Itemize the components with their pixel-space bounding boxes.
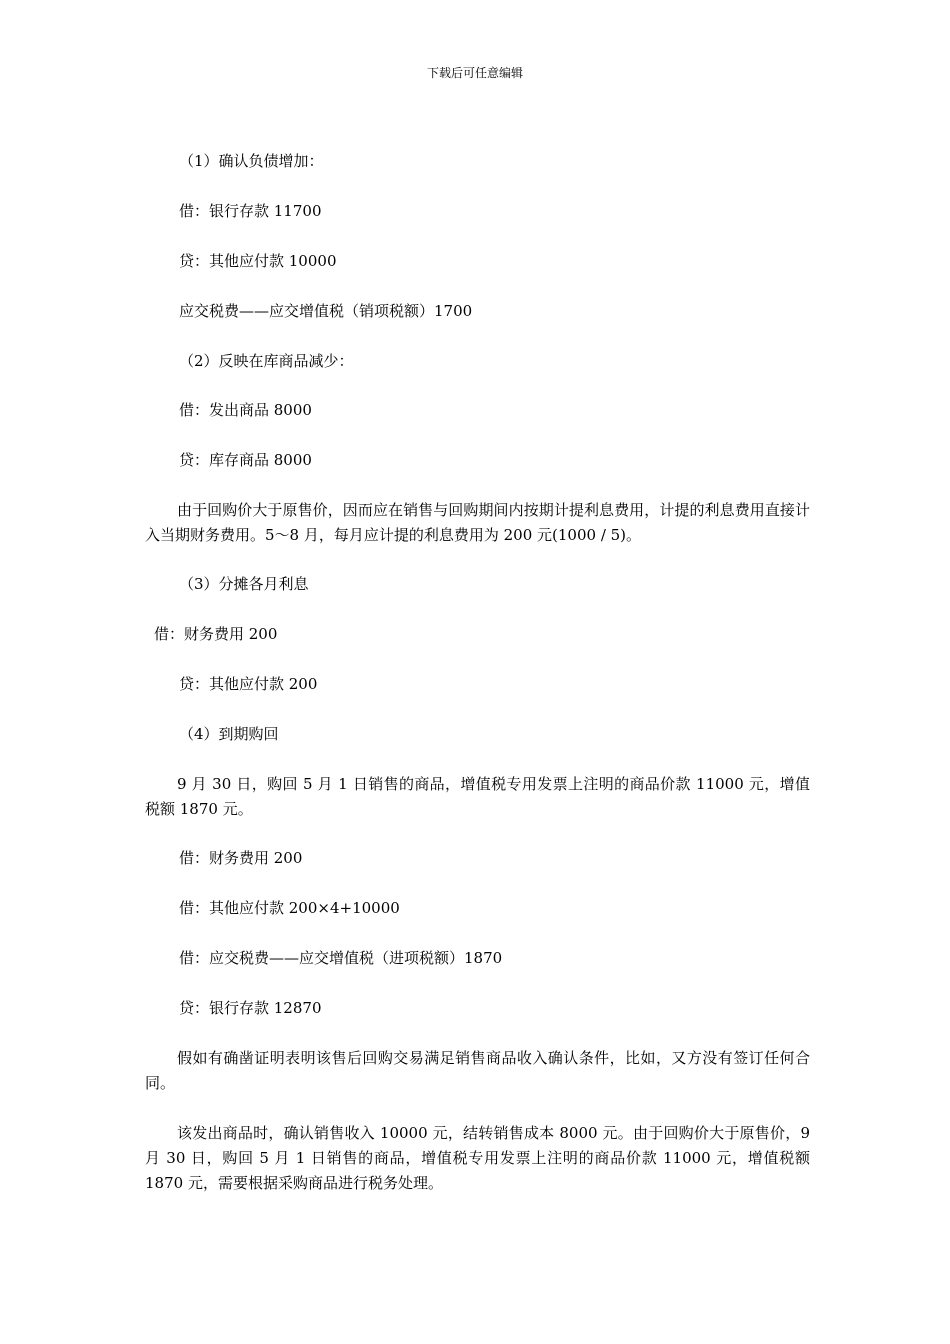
hypothesis-paragraph: 假如有确凿证明表明该售后回购交易满足销售商品收入确认条件，比如，又方没有签订任何合同。 <box>145 1049 810 1092</box>
credit-output-vat: 应交税费——应交增值税（销项税额）1700 <box>179 302 473 320</box>
interest-explanation-paragraph: 由于回购价大于原售价，因而应在销售与回购期间内按期计提利息费用，计提的利息费用直接计入当期财务费用。5～8 月，每月应计提的利息费用为 200 元(1000 / 5)。 <box>145 501 810 544</box>
debit-input-vat: 借：应交税费——应交增值税（进项税额）1870 <box>179 949 503 967</box>
step3-heading: （3）分摊各月利息 <box>179 575 309 593</box>
repurchase-paragraph: 9 月 30 日，购回 5 月 1 日销售的商品，增值税专用发票上注明的商品价款 11000 元，增值税额 1870 元。 <box>145 775 810 818</box>
step1-heading: （1）确认负债增加： <box>179 152 324 170</box>
debit-other-payables: 借：其他应付款 200×4+10000 <box>179 899 400 917</box>
credit-inventory: 贷：库存商品 8000 <box>179 451 312 469</box>
step4-heading: （4）到期购回 <box>179 725 279 743</box>
debit-bank-deposit: 借：银行存款 11700 <box>179 202 322 220</box>
credit-other-payables: 贷：其他应付款 10000 <box>179 252 337 270</box>
revenue-recognition-paragraph: 该发出商品时，确认销售收入 10000 元，结转销售成本 8000 元。由于回购价大于原售价，9 月 30 日，购回 5 月 1 日销售的商品，增值税专用发票上注明的商品价款 11000 元，增值税额 1870 元，需要根据采购商品进行税务处理。 <box>145 1124 810 1192</box>
debit-goods-shipped: 借：发出商品 8000 <box>179 401 312 419</box>
credit-bank-deposit: 贷：银行存款 12870 <box>179 999 322 1017</box>
step2-heading: （2）反映在库商品减少： <box>179 352 354 370</box>
debit-finance-expense: 借：财务费用 200 <box>154 625 278 643</box>
page-header: 下载后可任意编辑 <box>426 66 523 80</box>
debit-finance-expense-2: 借：财务费用 200 <box>179 849 303 867</box>
credit-other-payables-200: 贷：其他应付款 200 <box>179 675 318 693</box>
